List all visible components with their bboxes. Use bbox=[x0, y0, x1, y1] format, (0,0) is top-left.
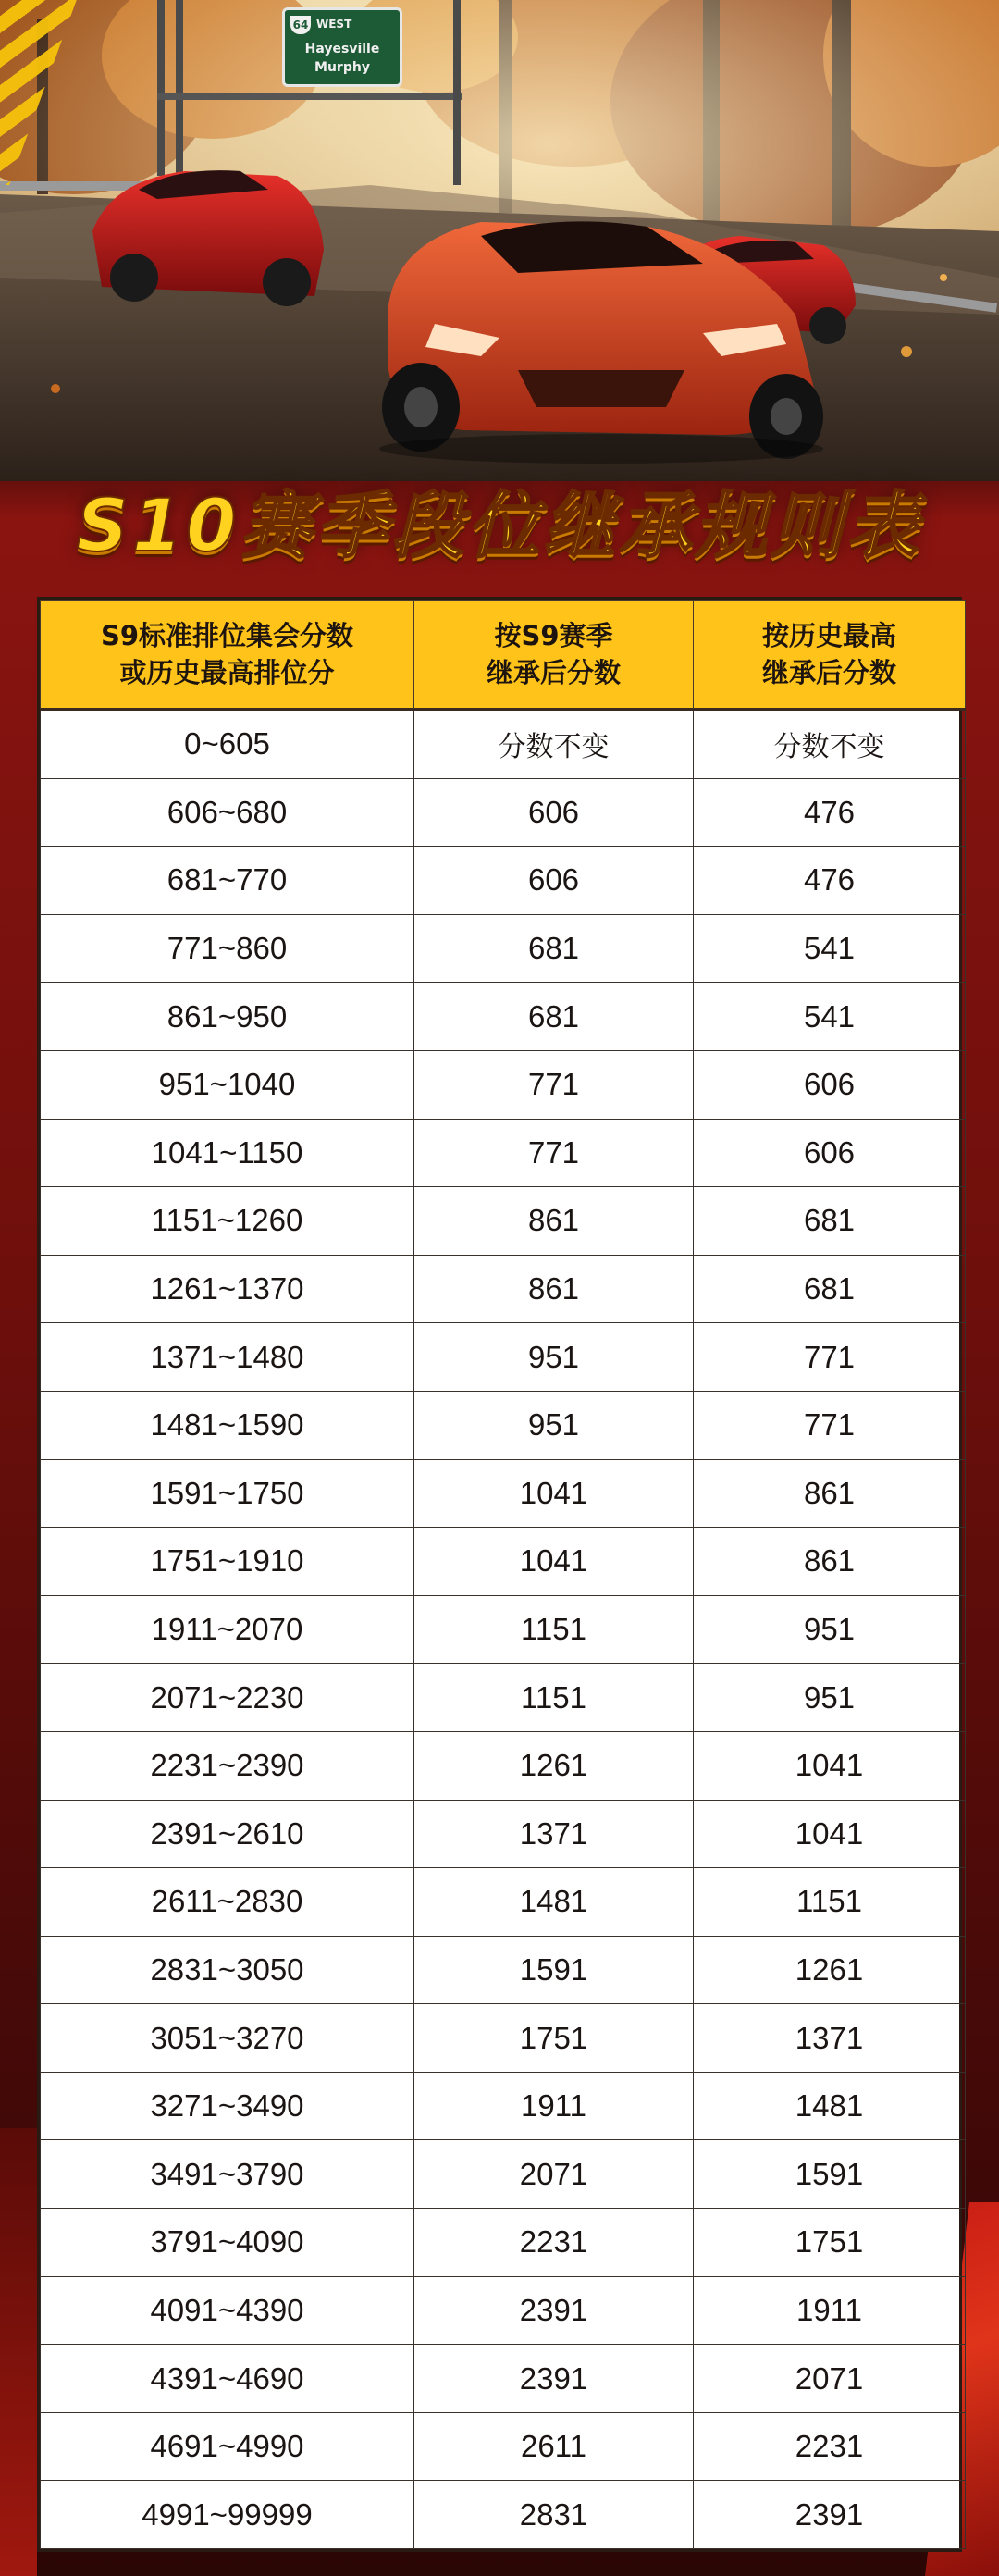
cell-s9-inherited: 1041 bbox=[414, 1459, 694, 1528]
cell-score-range: 1751~1910 bbox=[41, 1528, 414, 1596]
cell-history-inherited: 1591 bbox=[694, 2140, 966, 2209]
left-car bbox=[92, 170, 324, 306]
cell-history-inherited: 1911 bbox=[694, 2276, 966, 2345]
cell-s9-inherited: 2391 bbox=[414, 2276, 694, 2345]
page-title: S10赛季段位继承规则表 bbox=[76, 485, 923, 568]
cell-history-inherited: 1151 bbox=[694, 1868, 966, 1937]
table-row bbox=[41, 1936, 966, 2004]
cell-s9-inherited: 1751 bbox=[414, 2004, 694, 2073]
cell-s9-inherited: 681 bbox=[414, 914, 694, 983]
cell-s9-inherited: 951 bbox=[414, 1391, 694, 1459]
cell-score-range: 606~680 bbox=[41, 778, 414, 847]
table-row bbox=[41, 1255, 966, 1323]
table-row bbox=[41, 1391, 966, 1459]
table-row bbox=[41, 710, 966, 779]
table-row bbox=[41, 2412, 966, 2481]
cell-score-range: 1371~1480 bbox=[41, 1323, 414, 1392]
table-row bbox=[41, 1868, 966, 1937]
cell-history-inherited: 606 bbox=[694, 1119, 966, 1187]
table-row bbox=[41, 914, 966, 983]
header-history-inherited bbox=[694, 601, 966, 710]
table-row bbox=[41, 1459, 966, 1528]
cell-score-range: 1481~1590 bbox=[41, 1391, 414, 1459]
cell-s9-inherited: 681 bbox=[414, 983, 694, 1051]
table-body bbox=[41, 710, 966, 2549]
cell-s9-inherited: 1151 bbox=[414, 1664, 694, 1732]
cell-score-range: 4391~4690 bbox=[41, 2345, 414, 2413]
cell-history-inherited: 951 bbox=[694, 1595, 966, 1664]
cell-score-range: 4091~4390 bbox=[41, 2276, 414, 2345]
sign-destination-1: Hayesville bbox=[304, 42, 380, 56]
table-row bbox=[41, 1800, 966, 1868]
cell-history-inherited: 1261 bbox=[694, 1936, 966, 2004]
cell-history-inherited: 1371 bbox=[694, 2004, 966, 2073]
cell-s9-inherited: 2611 bbox=[414, 2412, 694, 2481]
table-row bbox=[41, 847, 966, 915]
cell-s9-inherited: 1481 bbox=[414, 1868, 694, 1937]
table-row bbox=[41, 1187, 966, 1256]
table-row bbox=[41, 1595, 966, 1664]
cell-s9-inherited: 951 bbox=[414, 1323, 694, 1392]
cell-score-range: 1041~1150 bbox=[41, 1119, 414, 1187]
cell-history-inherited: 2071 bbox=[694, 2345, 966, 2413]
inheritance-table bbox=[37, 597, 962, 2552]
table-row bbox=[41, 778, 966, 847]
sign-direction: WEST bbox=[316, 18, 352, 31]
cell-s9-inherited: 861 bbox=[414, 1187, 694, 1256]
cell-s9-inherited: 1371 bbox=[414, 1800, 694, 1868]
score-table bbox=[40, 600, 966, 2549]
cell-s9-inherited: 分数不变 bbox=[414, 710, 694, 779]
cell-history-inherited: 476 bbox=[694, 847, 966, 915]
cell-s9-inherited: 771 bbox=[414, 1050, 694, 1119]
table-row bbox=[41, 2345, 966, 2413]
cell-history-inherited: 606 bbox=[694, 1050, 966, 1119]
cell-score-range: 861~950 bbox=[41, 983, 414, 1051]
cell-s9-inherited: 1591 bbox=[414, 1936, 694, 2004]
cell-history-inherited: 771 bbox=[694, 1391, 966, 1459]
cell-history-inherited: 1751 bbox=[694, 2209, 966, 2277]
cell-history-inherited: 分数不变 bbox=[694, 710, 966, 779]
header-s9-score bbox=[41, 601, 414, 710]
header-history-inherited-line2: 继承后分数 bbox=[761, 657, 896, 688]
cell-score-range: 3051~3270 bbox=[41, 2004, 414, 2073]
cell-history-inherited: 1041 bbox=[694, 1731, 966, 1800]
route-shield-icon: 64 bbox=[290, 16, 311, 34]
table-row bbox=[41, 2276, 966, 2345]
cell-score-range: 2831~3050 bbox=[41, 1936, 414, 2004]
cell-s9-inherited: 2071 bbox=[414, 2140, 694, 2209]
cell-history-inherited: 2231 bbox=[694, 2412, 966, 2481]
cell-score-range: 1591~1750 bbox=[41, 1459, 414, 1528]
cell-history-inherited: 681 bbox=[694, 1187, 966, 1256]
sign-destination-2: Murphy bbox=[314, 60, 370, 75]
cell-s9-inherited: 2231 bbox=[414, 2209, 694, 2277]
table-header-row bbox=[41, 601, 966, 710]
header-history-inherited-line1: 按历史最高 bbox=[761, 620, 896, 651]
table-row bbox=[41, 1050, 966, 1119]
table-row bbox=[41, 2140, 966, 2209]
cell-s9-inherited: 606 bbox=[414, 778, 694, 847]
cell-score-range: 951~1040 bbox=[41, 1050, 414, 1119]
table-row bbox=[41, 2072, 966, 2140]
cell-s9-inherited: 861 bbox=[414, 1255, 694, 1323]
cell-s9-inherited: 1041 bbox=[414, 1528, 694, 1596]
cell-score-range: 1151~1260 bbox=[41, 1187, 414, 1256]
cell-score-range: 1261~1370 bbox=[41, 1255, 414, 1323]
cell-s9-inherited: 771 bbox=[414, 1119, 694, 1187]
cell-s9-inherited: 1261 bbox=[414, 1731, 694, 1800]
cell-history-inherited: 1481 bbox=[694, 2072, 966, 2140]
cell-history-inherited: 861 bbox=[694, 1459, 966, 1528]
cell-s9-inherited: 1151 bbox=[414, 1595, 694, 1664]
cell-history-inherited: 771 bbox=[694, 1323, 966, 1392]
cell-score-range: 2071~2230 bbox=[41, 1664, 414, 1732]
cell-score-range: 4991~99999 bbox=[41, 2481, 414, 2549]
table-row bbox=[41, 1731, 966, 1800]
cell-score-range: 2391~2610 bbox=[41, 1800, 414, 1868]
cell-history-inherited: 541 bbox=[694, 983, 966, 1051]
cell-score-range: 3271~3490 bbox=[41, 2072, 414, 2140]
cell-score-range: 3491~3790 bbox=[41, 2140, 414, 2209]
table-row bbox=[41, 1323, 966, 1392]
cell-score-range: 681~770 bbox=[41, 847, 414, 915]
cell-s9-inherited: 2831 bbox=[414, 2481, 694, 2549]
header-s9-score-line1: S9标准排位集会分数 bbox=[100, 620, 354, 651]
cell-s9-inherited: 606 bbox=[414, 847, 694, 915]
cell-score-range: 2231~2390 bbox=[41, 1731, 414, 1800]
cell-history-inherited: 2391 bbox=[694, 2481, 966, 2549]
cell-s9-inherited: 2391 bbox=[414, 2345, 694, 2413]
cell-history-inherited: 681 bbox=[694, 1255, 966, 1323]
cell-score-range: 771~860 bbox=[41, 914, 414, 983]
table-row bbox=[41, 1528, 966, 1596]
header-s9-score-line2: 或历史最高排位分 bbox=[119, 657, 335, 688]
hero-scene bbox=[0, 0, 999, 481]
header-s9-inherited bbox=[414, 601, 694, 710]
cell-history-inherited: 951 bbox=[694, 1664, 966, 1732]
cell-history-inherited: 541 bbox=[694, 914, 966, 983]
table-row bbox=[41, 983, 966, 1051]
cell-history-inherited: 861 bbox=[694, 1528, 966, 1596]
table-row bbox=[41, 1664, 966, 1732]
header-s9-inherited-line1: 按S9赛季 bbox=[494, 620, 613, 651]
cell-s9-inherited: 1911 bbox=[414, 2072, 694, 2140]
cell-history-inherited: 476 bbox=[694, 778, 966, 847]
road-sign bbox=[282, 7, 402, 87]
cell-score-range: 0~605 bbox=[41, 710, 414, 779]
table-row bbox=[41, 2481, 966, 2549]
cell-score-range: 1911~2070 bbox=[41, 1595, 414, 1664]
table-row bbox=[41, 2004, 966, 2073]
decor-stripe-left bbox=[0, 2128, 37, 2576]
cell-score-range: 4691~4990 bbox=[41, 2412, 414, 2481]
cell-score-range: 3791~4090 bbox=[41, 2209, 414, 2277]
table-row bbox=[41, 2209, 966, 2277]
table-row bbox=[41, 1119, 966, 1187]
header-s9-inherited-line2: 继承后分数 bbox=[486, 657, 621, 688]
cell-score-range: 2611~2830 bbox=[41, 1868, 414, 1937]
cell-history-inherited: 1041 bbox=[694, 1800, 966, 1868]
hero-banner bbox=[0, 0, 999, 481]
